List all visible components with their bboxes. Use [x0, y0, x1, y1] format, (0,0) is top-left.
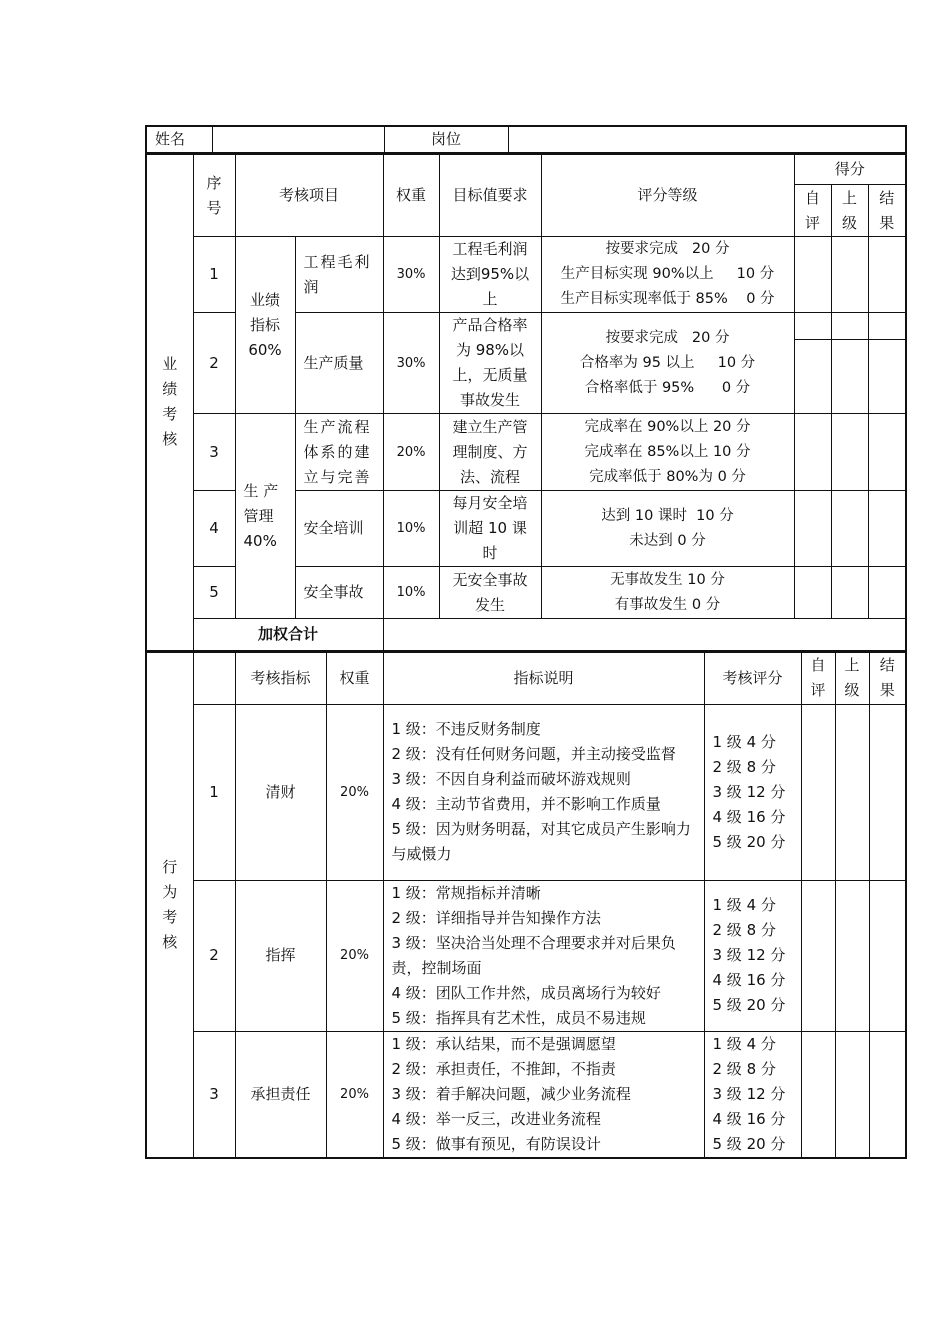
table-row	[146, 880, 906, 1031]
row-target: 建立生产管 理制度、方 法、流程	[439, 414, 541, 491]
row-evaluation: 1 级 4 分 2 级 8 分 3 级 12 分 4 级 16 分 5 级 20 分	[704, 704, 801, 880]
row-target: 产品合格率 为 98%以 上，无质量 事故发生	[439, 313, 541, 414]
self-score-cell[interactable]	[794, 237, 831, 313]
row-weight: 20%	[326, 880, 383, 1031]
row-indicator: 指挥	[235, 880, 326, 1031]
col-item-header: 考核项目	[235, 155, 383, 237]
col-weight-header: 权重	[383, 155, 439, 237]
row-item: 安全培训	[295, 491, 383, 567]
col-self-header: 自 评	[794, 185, 831, 237]
group-label-production: 生 产 管理 40%	[235, 414, 295, 619]
name-label: 姓名	[146, 126, 212, 153]
col-sup-header: 上 级	[831, 185, 868, 237]
row-seq: 2	[193, 880, 235, 1031]
row-grade: 达到 10 课时 10 分 未达到 0 分	[541, 491, 794, 567]
result-score-cell[interactable]	[869, 880, 906, 1031]
col-seq-header: 序 号	[193, 155, 235, 237]
row-indicator: 承担责任	[235, 1031, 326, 1158]
table-row	[146, 1031, 906, 1158]
row-weight: 20%	[383, 414, 439, 491]
row-description: 1 级：常规指标并清晰 2 级：详细指导并告知操作方法 3 级：坚决洽当处理不合理要求并对后果负责，控制场面 4 级：团队工作井然，成员离场行为较好 5 级：指挥具有艺术性，成员不易违规	[383, 880, 704, 1031]
row-seq: 2	[193, 313, 235, 414]
post-value-field[interactable]	[508, 126, 906, 153]
row-seq: 4	[193, 491, 235, 567]
supervisor-score-cell[interactable]	[835, 704, 869, 880]
result-score-cell[interactable]	[869, 1031, 906, 1158]
supervisor-score-cell[interactable]	[835, 1031, 869, 1158]
weighted-total-value-cell[interactable]	[383, 619, 906, 651]
behaviour-section-label: 行 为 考 核	[146, 652, 193, 1158]
result-score-cell[interactable]	[868, 491, 906, 567]
result-score-cell[interactable]	[868, 237, 906, 313]
row-target: 无安全事故 发生	[439, 567, 541, 619]
row-target: 每月安全培 训超 10 课 时	[439, 491, 541, 567]
col-target-header: 目标值要求	[439, 155, 541, 237]
self-score-cell[interactable]	[801, 704, 835, 880]
row-grade: 按要求完成 20 分 生产目标实现 90%以上 10 分 生产目标实现率低于 85% 0 分	[541, 237, 794, 313]
row-evaluation: 1 级 4 分 2 级 8 分 3 级 12 分 4 级 16 分 5 级 20 分	[704, 880, 801, 1031]
performance-table	[145, 154, 907, 652]
col-weight-header: 权重	[326, 652, 383, 704]
result-score-cell[interactable]	[868, 313, 906, 414]
row-item: 生产流程 体系的建 立与完善	[295, 414, 383, 491]
row-indicator: 清财	[235, 704, 326, 880]
result-score-cell[interactable]	[868, 567, 906, 619]
row-grade: 无事故发生 10 分 有事故发生 0 分	[541, 567, 794, 619]
post-label: 岗位	[384, 126, 508, 153]
col-result-header: 结 果	[869, 652, 906, 704]
supervisor-score-cell[interactable]	[831, 491, 868, 567]
row-seq: 1	[193, 237, 235, 313]
row-weight: 20%	[326, 704, 383, 880]
col-seq-blank	[193, 652, 235, 704]
row-item: 生产质量	[295, 313, 383, 414]
row-seq: 5	[193, 567, 235, 619]
row-item: 安全事故	[295, 567, 383, 619]
col-grade-header: 评分等级	[541, 155, 794, 237]
row-weight: 10%	[383, 567, 439, 619]
row-grade: 按要求完成 20 分 合格率为 95 以上 10 分 合格率低于 95% 0 分	[541, 313, 794, 414]
self-score-cell[interactable]	[794, 313, 831, 414]
self-score-cell[interactable]	[801, 880, 835, 1031]
result-score-cell[interactable]	[868, 414, 906, 491]
row-weight: 30%	[383, 237, 439, 313]
col-result-header: 结 果	[868, 185, 906, 237]
row-grade: 完成率在 90%以上 20 分 完成率在 85%以上 10 分 完成率低于 80%为 0 分	[541, 414, 794, 491]
self-score-cell[interactable]	[794, 567, 831, 619]
row-item: 工程毛利 润	[295, 237, 383, 313]
name-value-field[interactable]	[212, 126, 384, 153]
row-description: 1 级：承认结果，而不是强调愿望 2 级：承担责任，不推卸，不指责 3 级：着手解决问题，减少业务流程 4 级：举一反三，改进业务流程 5 级：做事有预见，有防误设计	[383, 1031, 704, 1158]
appraisal-form	[145, 125, 905, 1159]
table-row	[146, 237, 906, 313]
behaviour-table	[145, 652, 907, 1159]
supervisor-score-cell[interactable]	[831, 313, 868, 414]
table-row	[146, 704, 906, 880]
row-seq: 3	[193, 1031, 235, 1158]
col-eval-header: 考核评分	[704, 652, 801, 704]
self-score-cell[interactable]	[801, 1031, 835, 1158]
supervisor-score-cell[interactable]	[835, 880, 869, 1031]
col-indicator-header: 考核指标	[235, 652, 326, 704]
col-score-header: 得分	[794, 155, 906, 185]
row-weight: 30%	[383, 313, 439, 414]
header-table	[145, 125, 907, 154]
supervisor-score-cell[interactable]	[831, 567, 868, 619]
row-weight: 20%	[326, 1031, 383, 1158]
supervisor-score-cell[interactable]	[831, 414, 868, 491]
row-seq: 1	[193, 704, 235, 880]
col-desc-header: 指标说明	[383, 652, 704, 704]
table-row	[146, 414, 906, 491]
self-score-cell[interactable]	[794, 491, 831, 567]
row-weight: 10%	[383, 491, 439, 567]
performance-section-label: 业 绩 考 核	[146, 155, 193, 651]
col-self-header: 自 评	[801, 652, 835, 704]
row-evaluation: 1 级 4 分 2 级 8 分 3 级 12 分 4 级 16 分 5 级 20 分	[704, 1031, 801, 1158]
weighted-total-label: 加权合计	[193, 619, 383, 651]
row-seq: 3	[193, 414, 235, 491]
self-score-cell[interactable]	[794, 414, 831, 491]
row-description: 1 级：不违反财务制度 2 级：没有任何财务问题，并主动接受监督 3 级：不因自身利益而破坏游戏规则 4 级：主动节省费用，并不影响工作质量 5 级：因为财务明磊，对其它成员产生影响力与威慑力	[383, 704, 704, 880]
group-label-performance: 业绩 指标 60%	[235, 237, 295, 414]
col-sup-header: 上 级	[835, 652, 869, 704]
supervisor-score-cell[interactable]	[831, 237, 868, 313]
result-score-cell[interactable]	[869, 704, 906, 880]
row-target: 工程毛利润 达到95%以 上	[439, 237, 541, 313]
